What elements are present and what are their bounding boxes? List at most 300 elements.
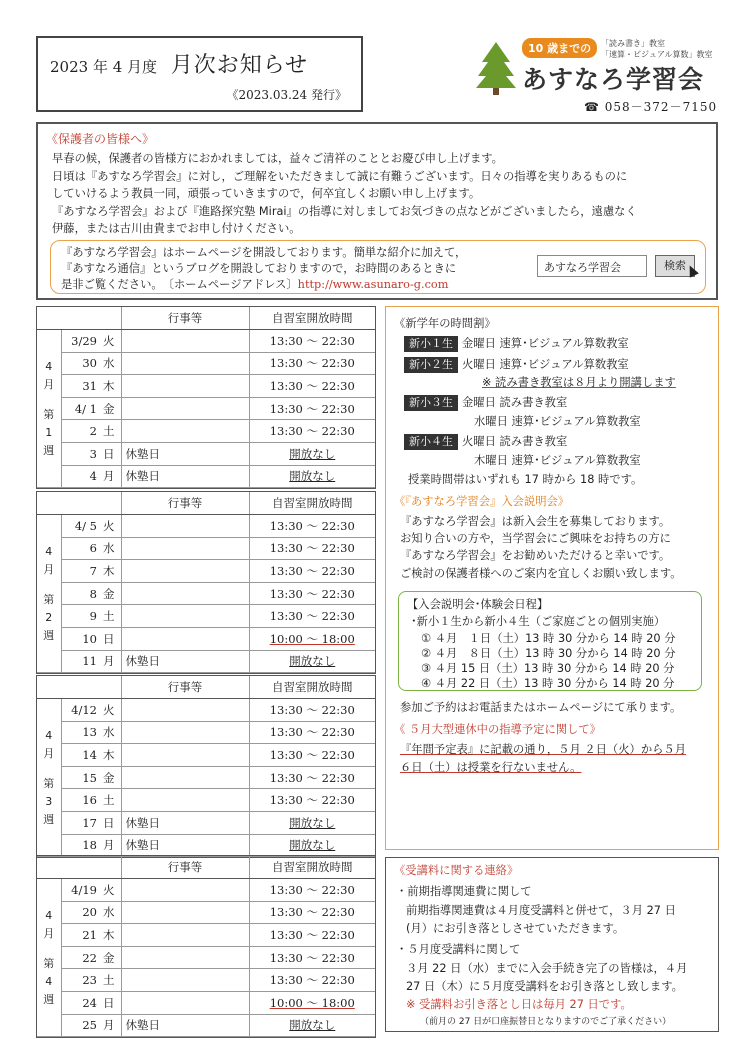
row-day — [101, 699, 121, 722]
row-time-text: 13:30 ～ 22:30 — [269, 973, 355, 988]
fee-body: 前期指導関連費は４月度受講料と併せて，３月 27 日 — [406, 904, 676, 917]
schedule-text: 金曜日 読み書き教室 — [462, 396, 568, 409]
row-time — [249, 375, 375, 398]
week-label-char: 4 — [45, 908, 53, 922]
row-day-text: 火 — [103, 333, 115, 348]
row-date-text: 2 — [89, 424, 97, 439]
row-day-text: 木 — [103, 564, 115, 579]
row-day — [101, 766, 121, 789]
course-list — [601, 38, 713, 60]
row-day-text: 日 — [103, 995, 115, 1010]
week-label-char: 4 — [45, 728, 53, 742]
week-label-char: 週 — [43, 992, 55, 1006]
row-day — [101, 605, 121, 628]
row-time-text: 13:30 ～ 22:30 — [269, 586, 355, 601]
greeting-line: していけるよう教員一同，頑張っていきますので，何卒宜しくお願い申し上げます。 — [52, 187, 481, 200]
table-row — [37, 699, 375, 722]
homepage-box — [50, 240, 706, 294]
row-date-text: 25 — [82, 1018, 97, 1033]
week-label-char: 週 — [43, 443, 55, 457]
briefing-line: 『あすなろ学習会』は新入会生を募集しております。 — [400, 515, 671, 528]
greeting-line: 『あすなろ学習会』および『進路探究塾 Mirai』の指導に対しましてお気づきの点などがございましたら，遠慮なく — [52, 204, 637, 218]
week-label-char — [37, 763, 61, 775]
age-badge: 10 歳までの — [522, 38, 597, 58]
table-row — [37, 789, 375, 812]
course-reading: 「読み書き」教室 — [601, 39, 665, 48]
reading-note-text: ※ 読み書き教室は８月より開講します — [482, 376, 676, 389]
row-day — [101, 992, 121, 1015]
row-event — [121, 789, 249, 812]
row-date — [61, 946, 101, 969]
table-row — [37, 946, 375, 969]
briefing-date: ① ４月 １日（土）13 時 30 分から 14 時 20 分 — [421, 632, 676, 645]
row-time-text: 開放なし — [289, 838, 336, 853]
row-day-text: 火 — [103, 518, 115, 533]
row-event — [121, 924, 249, 947]
row-date-text: 4/ 1 — [74, 401, 97, 416]
briefing-box-sub: ･新小１生から新小４生（ご家庭ごとの個別実施） — [411, 615, 666, 628]
row-time — [249, 582, 375, 605]
row-date-text: 17 — [82, 815, 97, 830]
row-date — [61, 397, 101, 420]
row-time-text: 10:00 ～ 18:00 — [269, 995, 355, 1010]
row-event — [121, 628, 249, 651]
schedule-row — [404, 433, 567, 450]
row-date — [61, 628, 101, 651]
row-date — [61, 582, 101, 605]
row-date — [61, 515, 101, 538]
briefing-line: ご検討の保護者様へのご案内を宜しくお願い致します。 — [400, 567, 682, 580]
briefing-date: ④ ４月 22 日（土）13 時 30 分から 14 時 20 分 — [421, 677, 675, 690]
row-day-text: 金 — [103, 950, 115, 965]
briefing-schedule-box — [398, 591, 702, 691]
row-date — [61, 537, 101, 560]
table-row — [37, 901, 375, 924]
table-row — [37, 992, 375, 1015]
row-day-text: 水 — [103, 725, 115, 740]
row-day-text: 金 — [103, 401, 115, 416]
fee-box — [385, 857, 719, 1032]
table-row — [37, 650, 375, 673]
week-label-char — [37, 943, 61, 955]
row-time — [249, 699, 375, 722]
row-date-text: 8 — [89, 586, 97, 601]
greeting-box — [36, 122, 718, 300]
row-date-text: 4/19 — [71, 882, 97, 897]
row-time — [249, 443, 375, 466]
row-day — [101, 650, 121, 673]
table-row — [37, 1014, 375, 1037]
row-event — [121, 515, 249, 538]
row-event — [121, 560, 249, 583]
week-label-char: 月 — [43, 926, 55, 940]
row-day — [101, 560, 121, 583]
row-event — [121, 330, 249, 353]
homepage-line-text: 是非ご覧ください。 〔ホームページアドレス〕 — [61, 278, 298, 291]
row-date — [61, 650, 101, 673]
col-time: 自習室開放時間 — [249, 492, 375, 515]
week-table-2 — [36, 491, 376, 674]
row-time-text: 13:30 ～ 22:30 — [269, 905, 355, 920]
week-label-char: 週 — [43, 812, 55, 826]
row-time — [249, 992, 375, 1015]
row-time-text: 開放なし — [289, 446, 336, 461]
week-label — [37, 699, 61, 857]
row-day-text: 水 — [103, 541, 115, 556]
row-time-text: 13:30 ～ 22:30 — [269, 725, 355, 740]
table-row — [37, 352, 375, 375]
row-date — [61, 812, 101, 835]
week-table-1 — [36, 306, 376, 489]
row-date-text: 21 — [82, 928, 97, 943]
row-date — [61, 924, 101, 947]
week-label-char — [37, 579, 61, 591]
fee-body: 27 日（木）に５月度受講料をお引き落とし致します。 — [406, 980, 683, 993]
row-time — [249, 901, 375, 924]
col-event: 行事等 — [121, 492, 249, 515]
homepage-text — [61, 245, 466, 293]
title-box — [36, 36, 363, 112]
row-time — [249, 465, 375, 488]
row-day-text: 木 — [103, 379, 115, 394]
row-time — [249, 560, 375, 583]
row-time — [249, 834, 375, 857]
row-day — [101, 1014, 121, 1037]
row-time — [249, 330, 375, 353]
row-day-text: 日 — [103, 815, 115, 830]
row-time-text: 13:30 ～ 22:30 — [269, 770, 355, 785]
table-row — [37, 834, 375, 857]
briefing-line: 『あすなろ学習会』をお勧めいただけると幸いです。 — [400, 549, 671, 562]
table-row — [37, 721, 375, 744]
week-label-char: 月 — [43, 562, 55, 576]
row-date — [61, 992, 101, 1015]
row-date — [61, 420, 101, 443]
row-day-text: 木 — [103, 928, 115, 943]
greeting-line: 早春の候，保護者の皆様方におかれましては，益々ご清祥のこととお慶び申し上げます。 — [52, 152, 503, 165]
row-time-text: 13:30 ～ 22:30 — [269, 401, 355, 416]
course-math: 「速算・ビジュアル算数」教室 — [601, 50, 713, 59]
row-time — [249, 721, 375, 744]
info-box — [385, 306, 719, 850]
row-time-text: 10:00 ～ 18:00 — [269, 631, 355, 646]
row-time — [249, 879, 375, 902]
schedule-row — [404, 356, 629, 373]
greeting-line: 伊藤，または古川由貴までお申し付けください。 — [52, 222, 301, 235]
row-time — [249, 946, 375, 969]
row-date-text: 4/ 5 — [74, 518, 97, 533]
row-event — [121, 992, 249, 1015]
row-date — [61, 375, 101, 398]
row-time-text: 13:30 ～ 22:30 — [269, 424, 355, 439]
week-table-4 — [36, 855, 376, 1038]
row-day — [101, 515, 121, 538]
greeting-line: 日頃は『あすなろ学習会』に対し，ご理解をいただきまして誠に有難うございます。日々の指導を実りあるものに — [52, 169, 628, 183]
week-label-char: 4 — [45, 359, 53, 373]
row-day — [101, 812, 121, 835]
col-time: 自習室開放時間 — [249, 676, 375, 699]
row-time-text: 13:30 ～ 22:30 — [269, 748, 355, 763]
col-time: 自習室開放時間 — [249, 856, 375, 879]
schedule-text: 水曜日 速算･ビジュアル算数教室 — [474, 415, 641, 428]
row-event-text: 休塾日 — [125, 469, 160, 484]
week-label-char: 4 — [45, 544, 53, 558]
row-day-text: 月 — [103, 469, 115, 484]
table-row — [37, 560, 375, 583]
search-input[interactable]: あすなろ学習会 — [537, 255, 647, 277]
table-row — [37, 969, 375, 992]
row-day-text: 日 — [103, 631, 115, 646]
tree-icon — [474, 40, 518, 96]
table-row — [37, 582, 375, 605]
row-event — [121, 582, 249, 605]
row-time — [249, 789, 375, 812]
row-event — [121, 375, 249, 398]
schedule-row — [404, 394, 567, 411]
row-time-text: 13:30 ～ 22:30 — [269, 793, 355, 808]
row-event — [121, 901, 249, 924]
row-day-text: 金 — [103, 770, 115, 785]
row-date-text: 18 — [82, 838, 97, 853]
row-day — [101, 420, 121, 443]
row-day-text: 火 — [103, 882, 115, 897]
homepage-line — [61, 277, 466, 293]
row-date-text: 30 — [82, 356, 97, 371]
row-day-text: 木 — [103, 748, 115, 763]
row-day — [101, 721, 121, 744]
row-event — [121, 946, 249, 969]
phone-number: ☎ 058－372－7150 — [584, 100, 718, 114]
row-day — [101, 628, 121, 651]
row-event — [121, 605, 249, 628]
row-day — [101, 901, 121, 924]
week-label-char: 第 — [43, 956, 55, 970]
fee-item: ・５月度受講料に関して — [396, 943, 521, 956]
row-date — [61, 879, 101, 902]
week-label — [37, 515, 61, 673]
month-label: 2023 年 4 月度 — [50, 58, 158, 76]
row-day-text: 土 — [103, 424, 115, 439]
row-day-text: 月 — [103, 654, 115, 669]
row-day-text: 金 — [103, 586, 115, 601]
golden-week-text: ６日（土）は授業を行ないません。 — [400, 761, 582, 774]
row-time — [249, 397, 375, 420]
col-event: 行事等 — [121, 676, 249, 699]
row-day-text: 月 — [103, 838, 115, 853]
week-label-char: 3 — [45, 794, 53, 808]
schedule-row — [404, 335, 629, 352]
row-day-text: 土 — [103, 793, 115, 808]
row-day — [101, 834, 121, 857]
briefing-line: お知り合いの方や，当学習会にご興味をお持ちの方に — [400, 532, 671, 545]
row-date-text: 3 — [89, 446, 97, 461]
week-label-char — [37, 394, 61, 406]
row-time — [249, 812, 375, 835]
week-label-char: 第 — [43, 776, 55, 790]
table-row — [37, 537, 375, 560]
row-date — [61, 605, 101, 628]
row-event-text: 休塾日 — [125, 654, 160, 669]
row-day-text: 日 — [103, 446, 115, 461]
table-row — [37, 812, 375, 835]
row-day — [101, 582, 121, 605]
row-day-text: 土 — [103, 973, 115, 988]
row-time-text: 13:30 ～ 22:30 — [269, 333, 355, 348]
row-date — [61, 834, 101, 857]
row-date — [61, 560, 101, 583]
row-day-text: 月 — [103, 1018, 115, 1033]
week-label — [37, 879, 61, 1037]
row-time-text: 開放なし — [289, 654, 336, 669]
row-date-text: 10 — [82, 631, 97, 646]
briefing-date: ③ ４月 15 日（土）13 時 30 分から 14 時 20 分 — [421, 662, 675, 675]
row-time — [249, 605, 375, 628]
table-row — [37, 924, 375, 947]
row-date-text: 4 — [89, 469, 97, 484]
row-date — [61, 766, 101, 789]
row-date — [61, 744, 101, 767]
row-event — [121, 420, 249, 443]
table-row — [37, 515, 375, 538]
row-time-text: 開放なし — [289, 1018, 336, 1033]
fee-item: ・前期指導関連費に関して — [396, 885, 532, 898]
row-date-text: 23 — [82, 973, 97, 988]
table-row — [37, 375, 375, 398]
homepage-url[interactable]: http://www.asunaro-g.com — [297, 278, 449, 291]
week-label-char: 第 — [43, 407, 55, 421]
row-day-text: 火 — [103, 702, 115, 717]
week-label-char: 第 — [43, 592, 55, 606]
row-day-text: 水 — [103, 356, 115, 371]
row-event-text: 休塾日 — [125, 446, 160, 461]
row-event — [121, 834, 249, 857]
greeting-body — [52, 150, 712, 238]
week-label-char: 月 — [43, 377, 55, 391]
row-date-text: 3/29 — [71, 333, 97, 348]
schedule-text: 火曜日 読み書き教室 — [462, 435, 568, 448]
schedule-text: 火曜日 速算･ビジュアル算数教室 — [462, 358, 629, 371]
grade-tag: 新小２生 — [404, 357, 458, 373]
table-row — [37, 628, 375, 651]
row-event — [121, 537, 249, 560]
table-row — [37, 744, 375, 767]
fee-title: 《受講料に関する連絡》 — [394, 864, 519, 877]
row-event — [121, 352, 249, 375]
row-time-text: 13:30 ～ 22:30 — [269, 609, 355, 624]
briefing-date: ② ４月 ８日（土）13 時 30 分から 14 時 20 分 — [421, 647, 676, 660]
row-date — [61, 443, 101, 466]
row-event — [121, 812, 249, 835]
col-event: 行事等 — [121, 307, 249, 330]
row-day — [101, 352, 121, 375]
row-date-text: 6 — [89, 541, 97, 556]
row-date — [61, 465, 101, 488]
row-date-text: 9 — [89, 609, 97, 624]
row-time-text: 13:30 ～ 22:30 — [269, 541, 355, 556]
row-time — [249, 969, 375, 992]
row-day — [101, 443, 121, 466]
row-day — [101, 879, 121, 902]
page-title: 月次お知らせ — [170, 53, 309, 78]
row-date — [61, 901, 101, 924]
row-date — [61, 330, 101, 353]
reading-note — [482, 374, 676, 391]
row-day — [101, 969, 121, 992]
golden-week-line — [400, 741, 686, 758]
row-day — [101, 946, 121, 969]
schedule-title: 《新学年の時間割》 — [394, 317, 496, 330]
briefing-box-title: 【入会説明会･体験会日程】 — [407, 598, 549, 611]
row-time-text: 開放なし — [289, 815, 336, 830]
row-time — [249, 1014, 375, 1037]
golden-week-text: 『年間予定表』に記載の通り，５月 ２日（火）から５月 — [400, 743, 687, 756]
row-event — [121, 969, 249, 992]
row-event — [121, 699, 249, 722]
row-event — [121, 766, 249, 789]
schedule-text: 金曜日 速算･ビジュアル算数教室 — [462, 337, 629, 350]
issue-date: 《2023.03.24 発行》 — [226, 88, 347, 102]
grade-tag: 新小４生 — [404, 434, 458, 450]
table-row — [37, 397, 375, 420]
row-time — [249, 628, 375, 651]
row-date — [61, 699, 101, 722]
table-row — [37, 605, 375, 628]
week-label-char: 月 — [43, 746, 55, 760]
row-date — [61, 721, 101, 744]
row-date-text: 14 — [82, 748, 97, 763]
row-date — [61, 1014, 101, 1037]
row-date — [61, 352, 101, 375]
row-time-text: 13:30 ～ 22:30 — [269, 702, 355, 717]
week-label-char: 1 — [45, 425, 53, 439]
week-table-3 — [36, 675, 376, 858]
row-date-text: 22 — [82, 950, 97, 965]
row-time-text: 開放なし — [289, 469, 336, 484]
grade-tag: 新小３生 — [404, 395, 458, 411]
row-date — [61, 789, 101, 812]
search-button[interactable]: 検索 — [655, 255, 695, 277]
row-date-text: 13 — [82, 725, 97, 740]
golden-week-title: 《 ５月大型連休中の指導予定に関して》 — [394, 723, 601, 736]
row-event — [121, 465, 249, 488]
row-event — [121, 650, 249, 673]
row-event — [121, 721, 249, 744]
table-row — [37, 443, 375, 466]
row-time — [249, 515, 375, 538]
row-event-text: 休塾日 — [125, 815, 160, 830]
row-event-text: 休塾日 — [125, 1018, 160, 1033]
week-label-char: 2 — [45, 610, 53, 624]
col-event: 行事等 — [121, 856, 249, 879]
row-time-text: 13:30 ～ 22:30 — [269, 356, 355, 371]
row-time — [249, 420, 375, 443]
row-time-text: 13:30 ～ 22:30 — [269, 882, 355, 897]
week-label-char: 4 — [45, 974, 53, 988]
row-time-text: 13:30 ～ 22:30 — [269, 950, 355, 965]
row-date-text: 15 — [82, 770, 97, 785]
row-day — [101, 330, 121, 353]
row-day — [101, 397, 121, 420]
col-time: 自習室開放時間 — [249, 307, 375, 330]
fee-body: ３月 22 日（水）までに入会手続き完了の皆様は，４月 — [406, 962, 688, 975]
homepage-line: 『あすなろ通信』というブログを開設しておりますので，お時間のあるときに — [61, 262, 457, 275]
row-day — [101, 744, 121, 767]
row-time-text: 13:30 ～ 22:30 — [269, 518, 355, 533]
homepage-line: 『あすなろ学習会』はホームページを開設しております。簡単な紹介に加えて， — [61, 246, 467, 259]
row-day — [101, 537, 121, 560]
grade-tag: 新小１生 — [404, 336, 458, 352]
row-date-text: 24 — [82, 995, 97, 1010]
